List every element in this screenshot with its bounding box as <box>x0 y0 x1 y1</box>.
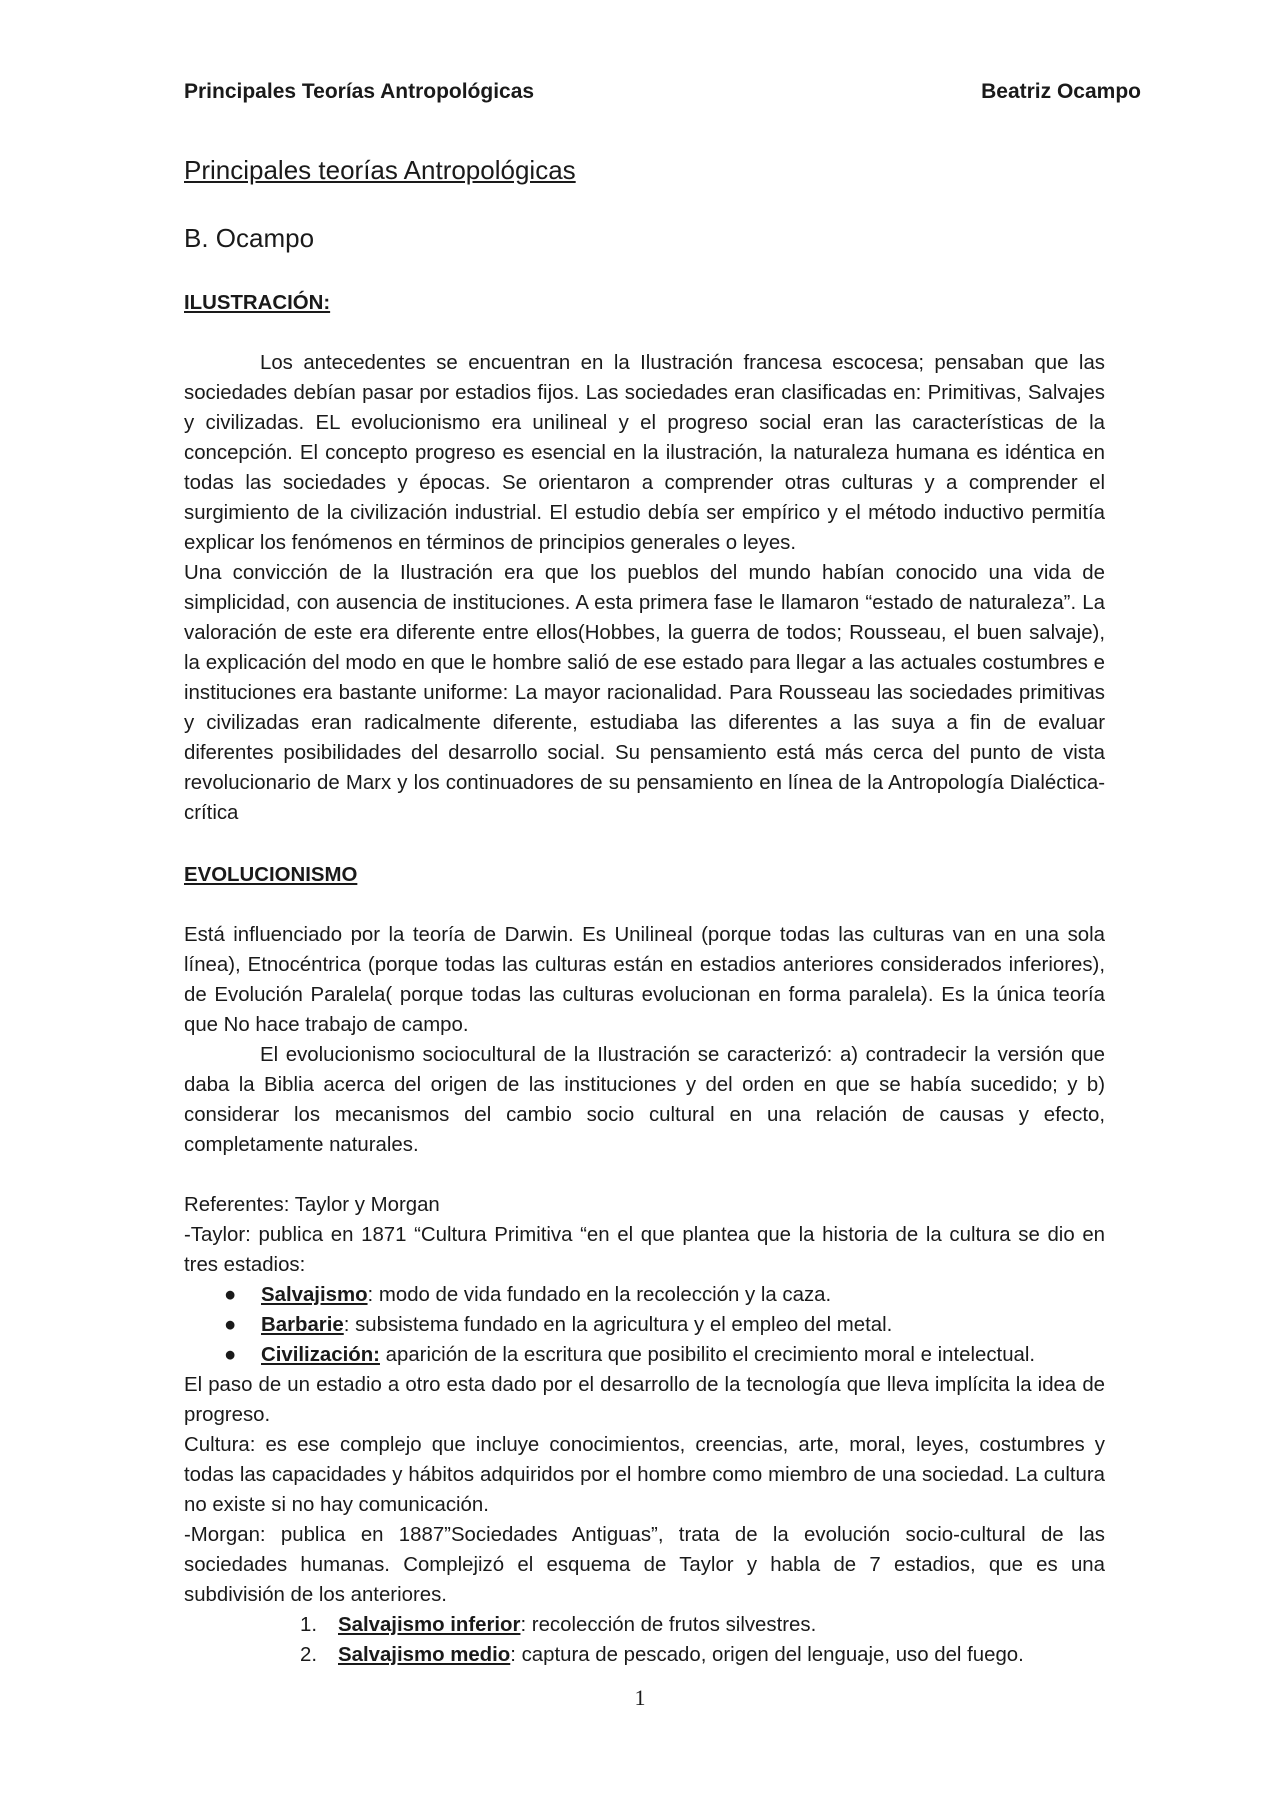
paragraph: El evolucionismo sociocultural de la Ilustración se caracterizó: a) contradecir la versión que daba la Biblia acerca del origen de las instituciones y del orden en que se había sucedido; y b) considerar los mecanismos del cambio socio cultural en una relación de causas y efecto, completamente naturales. <box>184 1044 1105 1156</box>
list-number: 2. <box>300 1644 318 1666</box>
list-item <box>300 1640 1105 1670</box>
stage-term: Barbarie <box>261 1314 344 1336</box>
paragraph: -Morgan: publica en 1887”Sociedades Antiguas”, trata de la evolución socio-cultural de las sociedades humanas. Complejizó el esquema de Taylor y habla de 7 estadios, que es una subdivisión de los anteriores. <box>184 1524 1105 1606</box>
running-header-left: Principales Teorías Antropológicas <box>184 80 535 103</box>
taylor-stages-list <box>184 1280 1105 1370</box>
paragraph: Está influenciado por la teoría de Darwin. Es Unilineal (porque todas las culturas van en una sola línea), Etnocéntrica (porque todas las culturas están en estadios anteriores considerados inferiores), de Evolución Paralela( porque todas las culturas evolucionan en forma paralela). Es la única teoría que No hace trabajo de campo. <box>184 924 1105 1036</box>
stage-description: : subsistema fundado en la agricultura y el empleo del metal. <box>343 1314 893 1336</box>
paragraph: -Taylor: publica en 1871 “Cultura Primitiva “en el que plantea que la historia de la cultura se dio en tres estadios: <box>184 1224 1105 1276</box>
paragraph: Cultura: es ese complejo que incluye conocimientos, creencias, arte, moral, leyes, costumbres y todas las capacidades y hábitos adquiridos por el hombre como miembro de una sociedad. La cultura no existe si no hay comunicación. <box>184 1434 1105 1516</box>
stage-description: : captura de pescado, origen del lenguaje, uso del fuego. <box>510 1644 1024 1666</box>
list-item <box>224 1280 1105 1310</box>
document-body <box>184 150 1105 1670</box>
section-heading-ilustracion: ILUSTRACIÓN: <box>184 292 331 314</box>
page-number: 1 <box>634 1685 646 1710</box>
stage-description: : recolección de frutos silvestres. <box>520 1614 817 1636</box>
list-number: 1. <box>300 1614 318 1636</box>
paragraph: Los antecedentes se encuentran en la Ilustración francesa escocesa; pensaban que las sociedades debían pasar por estadios fijos. Las sociedades eran clasificadas en: Primitivas, Salvajes y civilizadas. EL evolucionismo era unilineal y el progreso social eran las características de la concepción. El concepto progreso es esencial en la ilustración, la naturaleza humana es idéntica en todas las sociedades y épocas. Se orientaron a comprender otras culturas y a comprender el surgimiento de la civilización industrial. El estudio debía ser empírico y el método inductivo permitía explicar los fenómenos en términos de principios generales o leyes. <box>184 352 1105 554</box>
paragraph: El paso de un estadio a otro esta dado por el desarrollo de la tecnología que lleva implícita la idea de progreso. <box>184 1374 1105 1426</box>
list-item <box>300 1610 1105 1640</box>
stage-term: Salvajismo <box>261 1284 368 1306</box>
list-item <box>224 1310 1105 1340</box>
paragraph: Referentes: Taylor y Morgan <box>184 1194 440 1216</box>
bullet-icon: ● <box>224 1284 237 1306</box>
document-author: B. Ocampo <box>184 223 315 253</box>
bullet-icon: ● <box>224 1344 237 1366</box>
list-item <box>224 1340 1105 1370</box>
stage-term: Salvajismo inferior <box>338 1614 521 1636</box>
section-heading-evolucionismo: EVOLUCIONISMO <box>184 864 358 886</box>
morgan-stages-list <box>184 1610 1105 1670</box>
stage-description: : modo de vida fundado en la recolección y la caza. <box>367 1284 832 1306</box>
stage-description: aparición de la escritura que posibilito el crecimiento moral e intelectual. <box>379 1344 1036 1366</box>
stage-term: Salvajismo medio <box>338 1644 511 1666</box>
bullet-icon: ● <box>224 1314 237 1336</box>
paragraph: Una convicción de la Ilustración era que los pueblos del mundo habían conocido una vida de simplicidad, con ausencia de instituciones. A esta primera fase le llamaron “estado de naturaleza”. La valoración de este era diferente entre ellos(Hobbes, la guerra de todos; Rousseau, el buen salvaje), la explicación del modo en que le hombre salió de ese estado para llegar a las actuales costumbres e instituciones era bastante uniforme: La mayor racionalidad. Para Rousseau las sociedades primitivas y civilizadas eran radicalmente diferente, estudiaba las diferentes a las suya a fin de evaluar diferentes posibilidades del desarrollo social. Su pensamiento está más cerca del punto de vista revolucionario de Marx y los continuadores de su pensamiento en línea de la Antropología Dialéctica- crítica <box>184 562 1105 824</box>
running-header-right: Beatriz Ocampo <box>981 80 1141 103</box>
document-title: Principales teorías Antropológicas <box>184 155 576 185</box>
stage-term: Civilización: <box>261 1344 380 1366</box>
